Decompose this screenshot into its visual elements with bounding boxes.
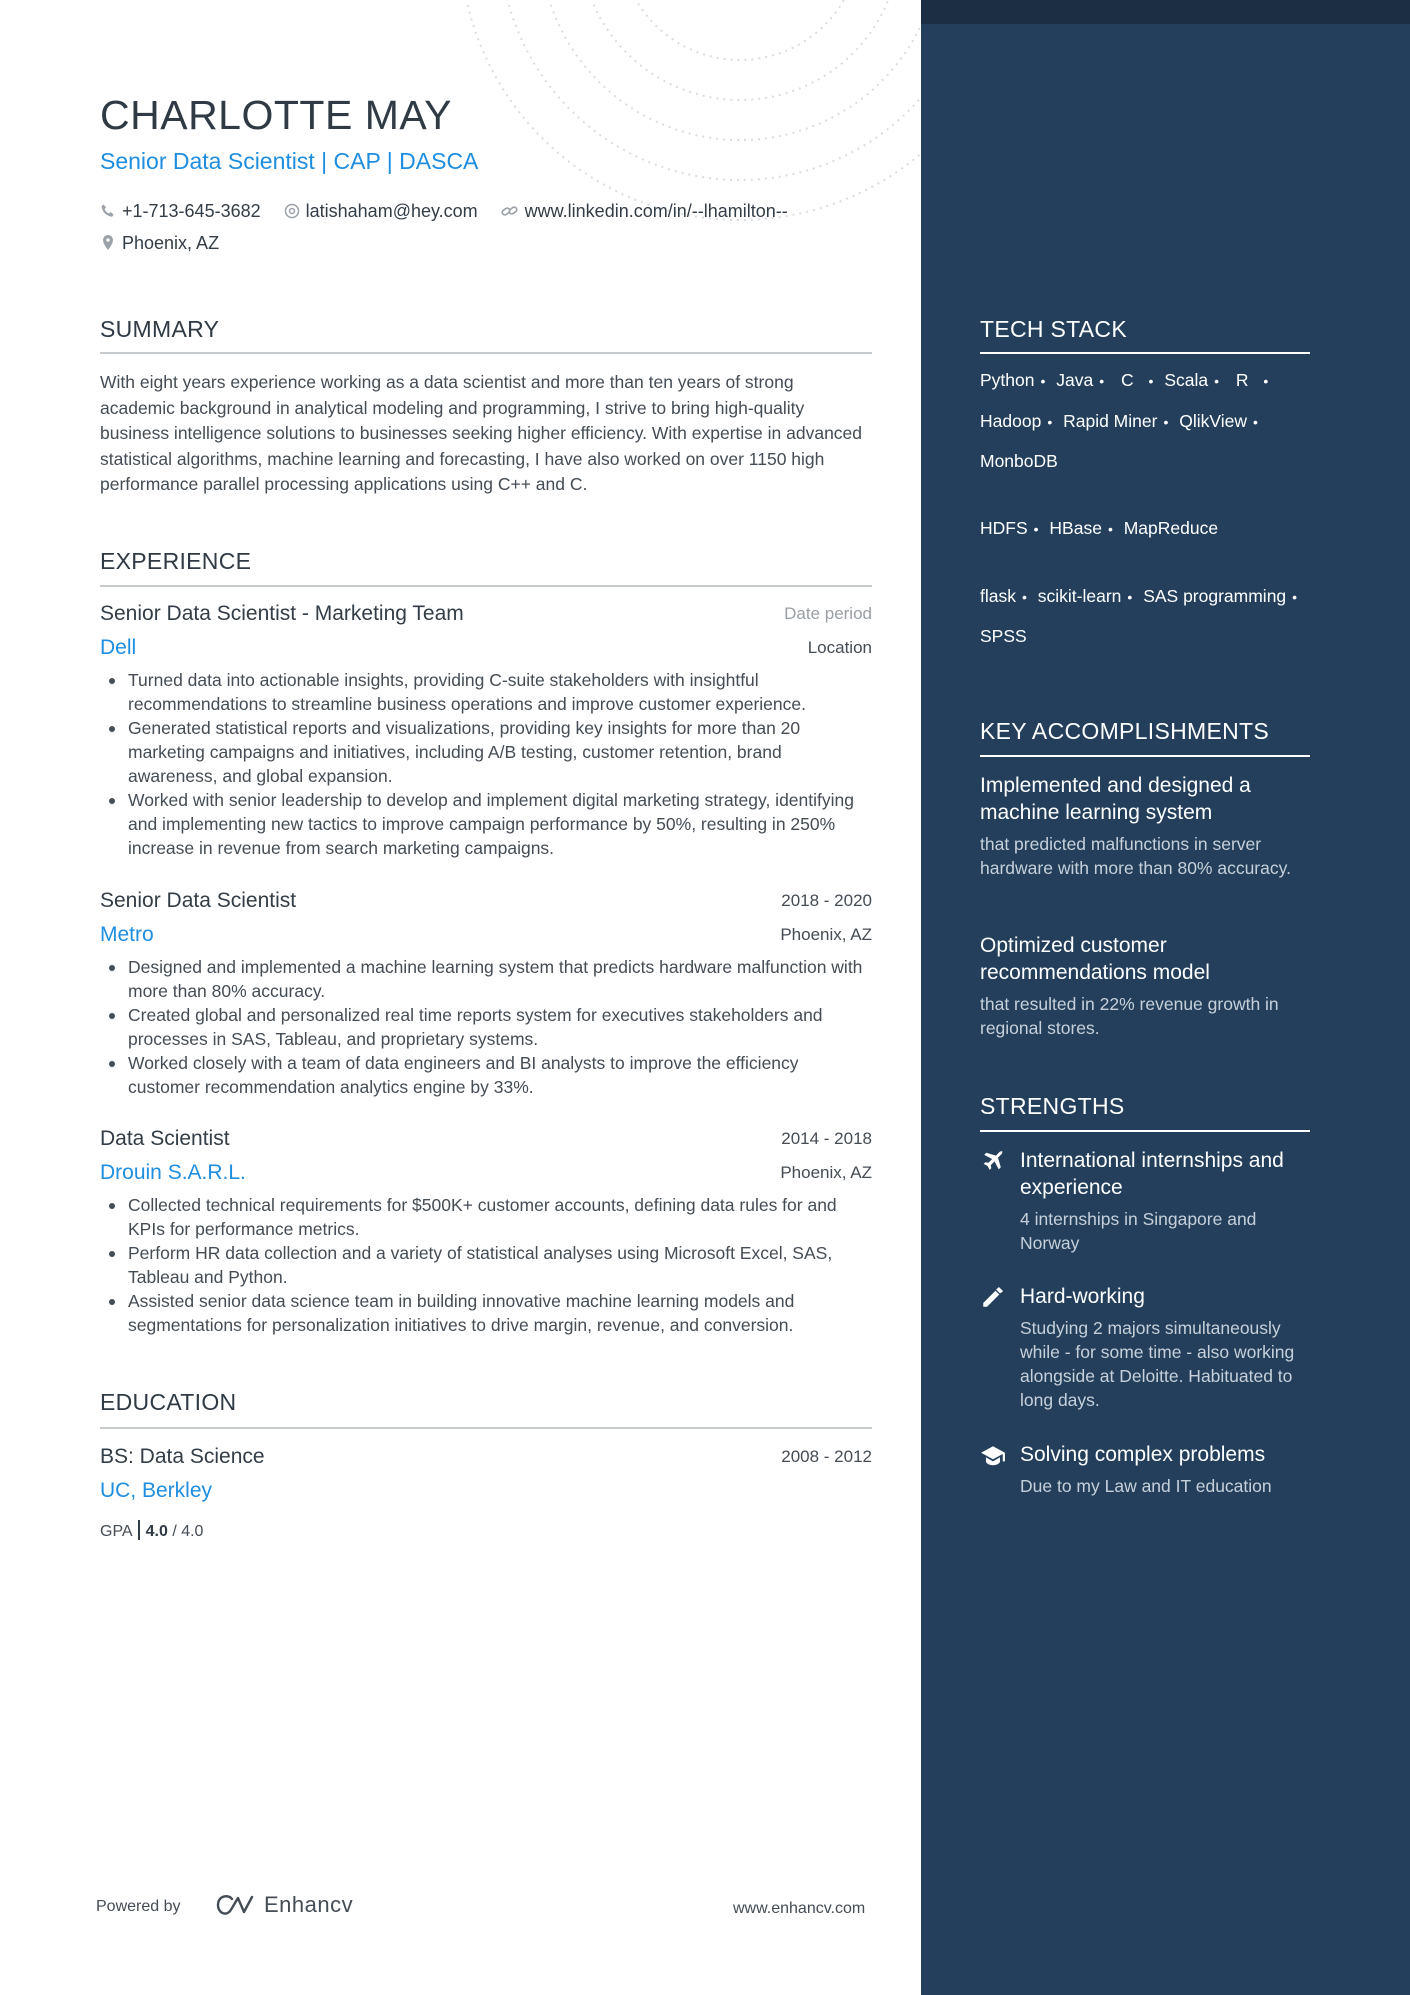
gpa-label: GPA [100,1523,133,1540]
tech-item: Hadoop [980,411,1042,431]
tech-item: MapReduce [1123,518,1219,538]
candidate-title: Senior Data Scientist | CAP | DASCA [100,148,479,174]
tech-separator: • [1263,373,1269,389]
tech-stack-line [980,518,1218,539]
email-text: latishaham@hey.com [305,201,478,221]
tech-separator: • [1253,414,1258,430]
job-date: 2014 - 2018 [781,1129,872,1148]
summary-heading: SUMMARY [100,316,220,342]
job-bullet: Created global and personalized real time reports system for executives stakeholders and processes in SAS, Tableau, and proprietary systems. [100,1003,872,1051]
job-company: Dell [100,636,137,659]
enhancv-logo-text: Enhancv [264,1892,354,1917]
summary-divider [100,352,872,354]
accomplishments-heading: KEY ACCOMPLISHMENTS [980,718,1270,744]
strength-title: International internships and experience [1020,1149,1284,1199]
job-bullet: Worked closely with a team of data engineers and BI analysts to improve the efficiency customer recommendation analytics engine by 33%. [100,1051,872,1099]
job-bullet: Designed and implemented a machine learning system that predicts hardware malfunction with more than 80% accuracy. [100,955,872,1003]
strength-title: Hard-working [1020,1285,1145,1308]
tech-stack-line [980,370,1274,391]
tech-separator: • [1021,589,1027,605]
accomplishments-divider [980,755,1310,757]
education-entry [100,1445,872,1513]
strength-desc: Due to my Law and IT education [1020,1476,1272,1496]
education-date: 2008 - 2012 [781,1447,872,1466]
graduation-cap-icon [980,1443,1006,1469]
job-role: Senior Data Scientist - Marketing Team [100,602,464,625]
contact-location [100,228,219,258]
tech-separator: • [1047,414,1053,430]
job-role: Senior Data Scientist [100,889,297,912]
at-icon [284,203,300,219]
tech-stack-divider [980,352,1310,354]
gpa-separator [138,1520,140,1540]
experience-divider [100,585,872,587]
link-icon [501,203,519,219]
tech-separator: • [1292,589,1298,605]
tech-item: Rapid Miner [1063,411,1158,431]
job-role: Data Scientist [100,1127,230,1150]
footer-powered-by: Powered by [96,1898,181,1915]
job-entry [100,602,872,860]
pencil-icon [980,1284,1006,1310]
tech-item: Scala [1164,370,1209,390]
education-heading: EDUCATION [100,1389,237,1415]
job-date: 2018 - 2020 [781,891,872,910]
education-school: UC, Berkley [100,1479,213,1502]
tech-item: MonboDB [980,451,1058,471]
job-entry [100,889,872,1099]
location-text: Phoenix, AZ [122,233,220,253]
tech-separator: • [1214,373,1219,389]
tech-separator: • [1040,373,1046,389]
contact-linkedin[interactable] [501,196,788,226]
contact-email[interactable] [284,196,478,226]
gpa-value: 4.0 [145,1523,168,1540]
contact-phone[interactable] [100,196,261,226]
tech-item: HBase [1049,518,1102,538]
job-bullet: Turned data into actionable insights, providing C-suite stakeholders with insightful recommendations to streamline business operations and improve customer experience. [100,668,872,716]
tech-item: SPSS [980,626,1027,646]
job-company: Metro [100,923,154,946]
accomplishment-desc: that resulted in 22% revenue growth in regional stores. [980,994,1279,1038]
job-location: Phoenix, AZ [780,1163,872,1182]
tech-separator: • [1107,521,1113,537]
summary-text: With eight years experience working as a data scientist and more than ten years of strong academic background in analytical modeling and programming, I strive to bring high-quality business intelligence solutions to businesses seeking higher efficiency. With expertise in advanced statistical algorithms, machine learning and forecasting, I have also worked on over 1150 high performance parallel processing applications using C++ and C. [100,372,863,494]
tech-stack-line [980,586,1303,607]
tech-separator: • [1127,589,1133,605]
strength-title: Solving complex problems [1020,1443,1266,1466]
job-bullets [100,1193,872,1337]
tech-separator: • [1033,521,1039,537]
enhancv-logo[interactable] [214,1892,353,1918]
tech-stack-line [980,626,1027,647]
experience-heading: EXPERIENCE [100,548,252,574]
tech-item: flask [980,586,1016,606]
job-company: Drouin S.A.R.L. [100,1161,246,1184]
job-bullets [100,955,872,1099]
tech-stack-line [980,451,1058,472]
tech-separator: • [1163,414,1169,430]
sidebar-top-bar [921,0,1410,24]
strength-desc: Studying 2 majors simultaneously while - for some time - also working alongside at Deloitte. Habituated to long days. [1020,1318,1295,1410]
job-location: Phoenix, AZ [780,925,872,944]
tech-item: scikit-learn [1037,586,1122,606]
strengths-divider [980,1130,1310,1132]
tech-item: QlikView [1179,411,1247,431]
location-pin-icon [100,234,116,252]
job-bullets [100,668,872,860]
tech-stack-line [980,411,1264,432]
strengths-heading: STRENGTHS [980,1093,1125,1119]
accomplishment-desc: that predicted malfunctions in server hardware with more than 80% accuracy. [980,834,1291,878]
job-date: Date period [784,604,872,623]
job-location: Location [807,638,872,657]
education-gpa [100,1520,203,1541]
tech-item: Python [980,370,1035,390]
job-entry [100,1127,872,1337]
education-degree: BS: Data Science [100,1445,265,1468]
gpa-max: / 4.0 [172,1523,204,1540]
sidebar [921,0,1410,1995]
candidate-name: CHARLOTTE MAY [100,92,452,138]
job-bullet: Generated statistical reports and visualizations, providing key insights for more than 20 marketing campaigns and initiatives, including A/B testing, customer retention, brand awareness, and global expansion. [100,716,872,788]
airplane-icon [980,1148,1006,1174]
job-bullet: Perform HR data collection and a variety of statistical analyses using Microsoft Excel, SAS, Tableau and Python. [100,1241,872,1289]
enhancv-logo-icon [214,1893,258,1917]
accomplishment-title: Implemented and designed a machine learning system [980,774,1251,824]
linkedin-text: www.linkedin.com/in/--lhamilton-- [524,201,788,221]
footer-url[interactable]: www.enhancv.com [733,1900,866,1917]
education-divider [100,1427,872,1429]
phone-text: +1-713-645-3682 [122,201,261,221]
tech-item: SAS programming [1143,586,1287,606]
tech-item: Java [1056,370,1094,390]
tech-stack-heading: TECH STACK [980,316,1127,342]
tech-separator: • [1099,373,1105,389]
contact-info [100,196,880,261]
phone-icon [100,203,116,219]
job-bullet: Assisted senior data science team in building innovative machine learning models and segmentations for personalization initiatives to drive margin, revenue, and conversion. [100,1289,872,1337]
strength-desc: 4 internships in Singapore and Norway [1020,1209,1257,1253]
job-bullet: Worked with senior leadership to develop and implement digital marketing strategy, identifying and implementing new tactics to improve campaign performance by 50%, resulting in 250% increase in revenue from search marketing campaigns. [100,788,872,860]
accomplishment-title: Optimized customer recommendations model [980,934,1210,984]
tech-item: HDFS [980,518,1028,538]
tech-separator: • [1148,373,1154,389]
tech-item: R [1235,370,1249,390]
tech-item: C [1121,370,1134,390]
job-bullet: Collected technical requirements for $500K+ customer accounts, defining data rules for and KPIs for performance metrics. [100,1193,872,1241]
